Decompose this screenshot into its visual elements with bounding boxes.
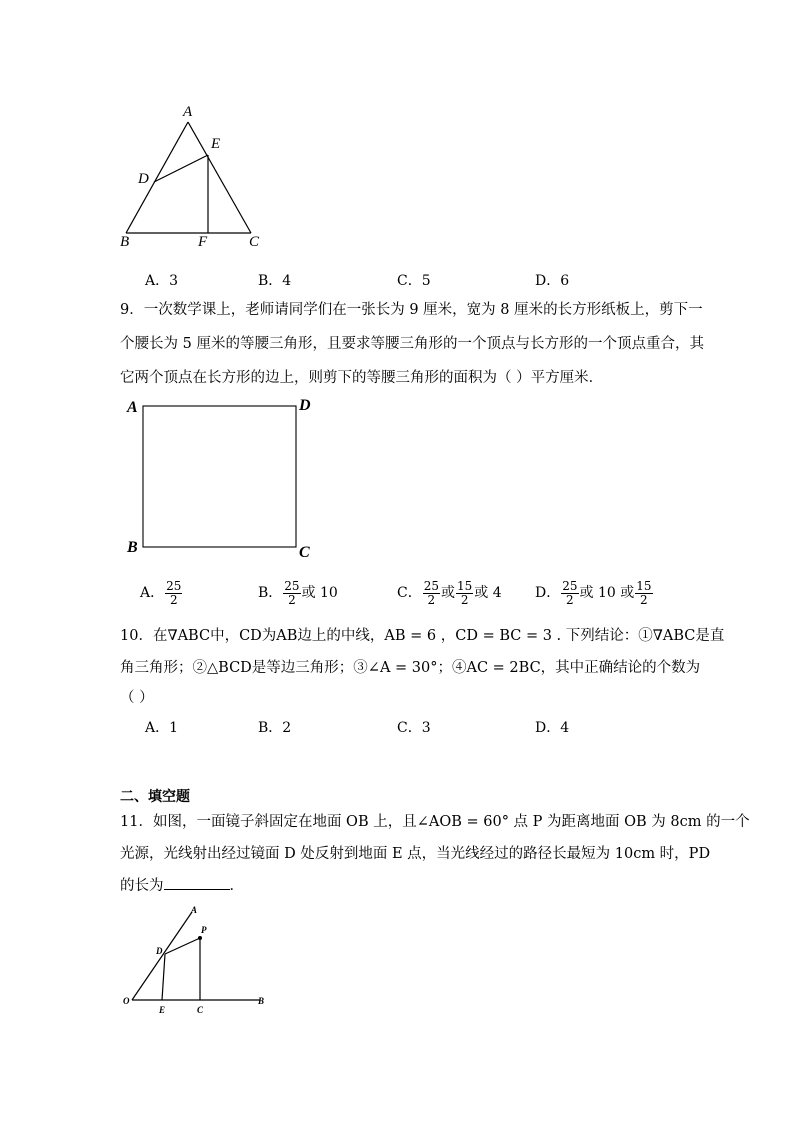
- q10-option-d[interactable]: D．4: [535, 720, 570, 736]
- mirror-figure: [120, 900, 280, 1020]
- q8-option-a[interactable]: A．3: [145, 273, 179, 289]
- mirror-label-a: A: [191, 905, 198, 915]
- q10-text-line1: 10．在∇ABC中，CD为AB边上的中线，AB = 6 ，CD = BC = 3 . 下列结论：①∇ABC是直: [120, 628, 725, 644]
- q9-option-c[interactable]: C． $\frac{25}{2}$ 或 $\frac{15}{2}$ 或 4: [397, 579, 502, 607]
- q9-option-a[interactable]: A． $\frac{25}{2}$: [140, 579, 182, 607]
- label-c: C: [249, 234, 260, 250]
- q11-text-line1: 11．如图，一面镜子斜固定在地面 OB 上，且∠AOB = 60° 点 P 为距离地面 OB 为 8cm 的一个: [120, 814, 750, 830]
- rect-label-d: D: [299, 397, 311, 414]
- label-f: F: [198, 234, 208, 250]
- q8-option-d[interactable]: D．6: [535, 273, 570, 289]
- rect-label-a: A: [127, 399, 138, 416]
- q9-option-d[interactable]: D． $\frac{25}{2}$ 或 10 或 $\frac{15}{2}$: [535, 579, 652, 607]
- mirror-label-c: C: [197, 1005, 204, 1015]
- rect-label-b: B: [127, 539, 138, 556]
- mirror-label-p: P: [201, 925, 207, 935]
- q9-text-line3: 它两个顶点在长方形的边上，则剪下的等腰三角形的面积为（ ）平方厘米．: [120, 370, 604, 386]
- q10-option-c[interactable]: C．3: [397, 720, 431, 736]
- q9-text-line2: 个腰长为 5 厘米的等腰三角形，且要求等腰三角形的一个顶点与长方形的一个顶点重合，其: [120, 336, 704, 352]
- q10-option-b[interactable]: B．2: [258, 720, 292, 736]
- rectangle-figure: [140, 403, 302, 549]
- mirror-oa: [132, 912, 192, 1000]
- q8-option-c[interactable]: C．5: [397, 273, 431, 289]
- q8-option-b[interactable]: B．4: [258, 273, 292, 289]
- mirror-label-b: B: [258, 996, 265, 1006]
- q11-text-line2: 光源，光线射出经过镜面 D 处反射到地面 E 点，当光线经过的路径长最短为 10cm 时，PD: [120, 846, 711, 862]
- label-d: D: [138, 171, 149, 187]
- q9-option-b[interactable]: B． $\frac{25}{2}$ 或 10: [258, 579, 338, 607]
- point-p: [198, 936, 202, 940]
- q10-text-line2: 角三角形；②△BCD是等边三角形；③∠A = 30°；④AC = 2BC，其中正确结论的个数为: [120, 660, 701, 676]
- q10-text-line3: （ ）: [120, 690, 154, 706]
- mirror-label-o: O: [123, 996, 130, 1006]
- ray-pd: [165, 938, 200, 954]
- q11-text-line3: 的长为 ．: [120, 878, 244, 894]
- side-ab: [126, 122, 188, 233]
- label-b: B: [120, 234, 130, 250]
- q9-text-line1: 9．一次数学课上，老师请同学们在一张长为 9 厘米，宽为 8 厘米的长方形纸板上，剪下一: [120, 302, 703, 318]
- answer-blank[interactable]: [164, 877, 230, 890]
- label-e: E: [211, 136, 221, 152]
- q10-option-a[interactable]: A．1: [145, 720, 179, 736]
- section-title: 二、填空题: [120, 789, 190, 805]
- mirror-label-d: D: [156, 946, 163, 956]
- label-a: A: [183, 104, 193, 120]
- ray-de: [162, 954, 165, 1000]
- mirror-label-e: E: [159, 1005, 166, 1015]
- rect-label-c: C: [299, 544, 310, 561]
